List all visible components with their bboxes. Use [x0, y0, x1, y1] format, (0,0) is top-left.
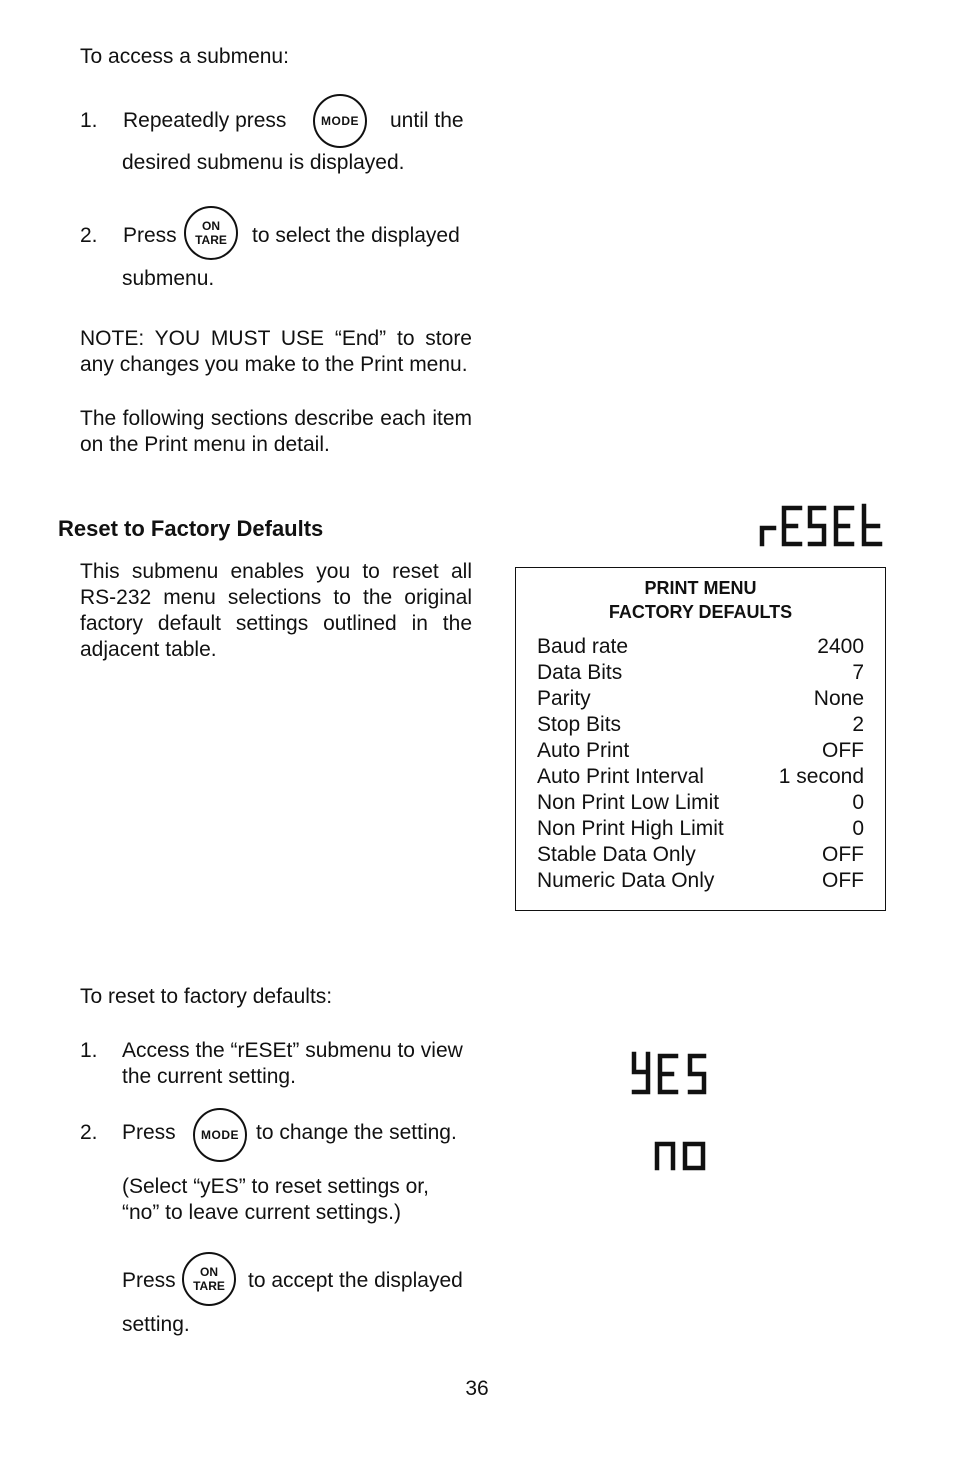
step-1-line2: desired submenu is displayed. — [122, 151, 405, 174]
row-label: Baud rate — [537, 635, 629, 658]
factory-defaults-table — [515, 567, 886, 911]
row-value: OFF — [822, 843, 864, 866]
step-2-line2: submenu. — [122, 267, 215, 290]
row-value: OFF — [822, 869, 864, 892]
table-row — [537, 712, 864, 738]
page-number: 36 — [465, 1377, 489, 1400]
row-value: OFF — [822, 739, 864, 762]
tare-label-accept: TARE — [193, 1279, 225, 1293]
step-2-post: to select the displayed — [252, 224, 460, 247]
accept-line2: setting. — [122, 1313, 190, 1336]
table-row — [537, 660, 864, 686]
row-label: Data Bits — [537, 661, 623, 684]
row-label: Auto Print — [537, 739, 630, 762]
lcd-reset-display — [758, 500, 888, 548]
row-label: Non Print High Limit — [537, 817, 724, 840]
table-row — [537, 764, 864, 790]
row-label: Stop Bits — [537, 713, 622, 736]
table-row — [537, 842, 864, 868]
row-value: 2400 — [817, 635, 864, 658]
row-label: Auto Print Interval — [537, 765, 704, 788]
step-1-number: 1. — [80, 109, 98, 132]
note-paragraph: NOTE: YOU MUST USE “End” to store any changes you make to the Print menu. — [80, 327, 472, 376]
table-row — [537, 790, 864, 816]
select-note: (Select “yES” to reset settings or, “no” to leave current settings.) — [122, 1175, 429, 1224]
reset-step-1-number: 1. — [80, 1039, 98, 1062]
following-paragraph: The following sections describe each item on the Print menu in detail. — [80, 407, 472, 456]
step-1-pre: Repeatedly press — [123, 109, 287, 132]
table-title-line1: PRINT MENU — [644, 578, 757, 598]
table-row — [537, 738, 864, 764]
tare-label: TARE — [195, 233, 227, 247]
row-label: Non Print Low Limit — [537, 791, 720, 814]
reset-step-2-post: to change the setting. — [256, 1121, 457, 1144]
on-label-accept: ON — [200, 1265, 218, 1279]
mode-button-reset-label: MODE — [193, 1108, 247, 1162]
row-value: 7 — [852, 661, 864, 684]
table-row — [537, 816, 864, 842]
row-label: Stable Data Only — [537, 843, 696, 866]
mode-button-reset — [193, 1108, 247, 1162]
row-value: 1 second — [778, 765, 864, 788]
row-value: 2 — [852, 713, 864, 736]
table-rows — [537, 634, 864, 894]
lcd-no-glyphs — [653, 1138, 709, 1172]
lcd-yes-display — [630, 1048, 714, 1098]
accept-pre: Press — [122, 1269, 176, 1292]
on-label: ON — [202, 219, 220, 233]
reset-step-2-pre: Press — [122, 1121, 176, 1144]
reset-step-2-number: 2. — [80, 1121, 98, 1144]
row-label: Numeric Data Only — [537, 869, 715, 892]
row-label: Parity — [537, 687, 591, 710]
lcd-yes-glyphs — [630, 1048, 714, 1098]
table-title-line2: FACTORY DEFAULTS — [608, 602, 793, 622]
reset-description: This submenu enables you to reset all RS-232 menu selections to the original factory default settings outlined in the adjacent table. — [80, 560, 472, 661]
on-tare-button-accept — [182, 1252, 236, 1306]
section-heading: Reset to Factory Defaults — [58, 516, 324, 541]
reset-step-1-text: Access the “rESEt” submenu to view the current setting. — [122, 1039, 463, 1088]
lcd-reset-glyphs — [758, 500, 888, 548]
table-row — [537, 686, 864, 712]
table-row — [537, 868, 864, 894]
row-value: 0 — [852, 791, 864, 814]
step-1-post: until the — [390, 109, 464, 132]
on-tare-button — [184, 206, 238, 260]
step-2-pre: Press — [123, 224, 177, 247]
accept-post: to accept the displayed — [248, 1269, 463, 1292]
row-value: None — [813, 687, 864, 710]
row-value: 0 — [852, 817, 864, 840]
mode-button-label: MODE — [313, 94, 367, 148]
step-2-number: 2. — [80, 224, 98, 247]
lcd-no-display — [653, 1138, 709, 1172]
reset-steps-heading: To reset to factory defaults: — [80, 985, 333, 1008]
mode-button — [313, 94, 367, 148]
access-heading: To access a submenu: — [80, 45, 289, 68]
table-row — [537, 634, 864, 660]
